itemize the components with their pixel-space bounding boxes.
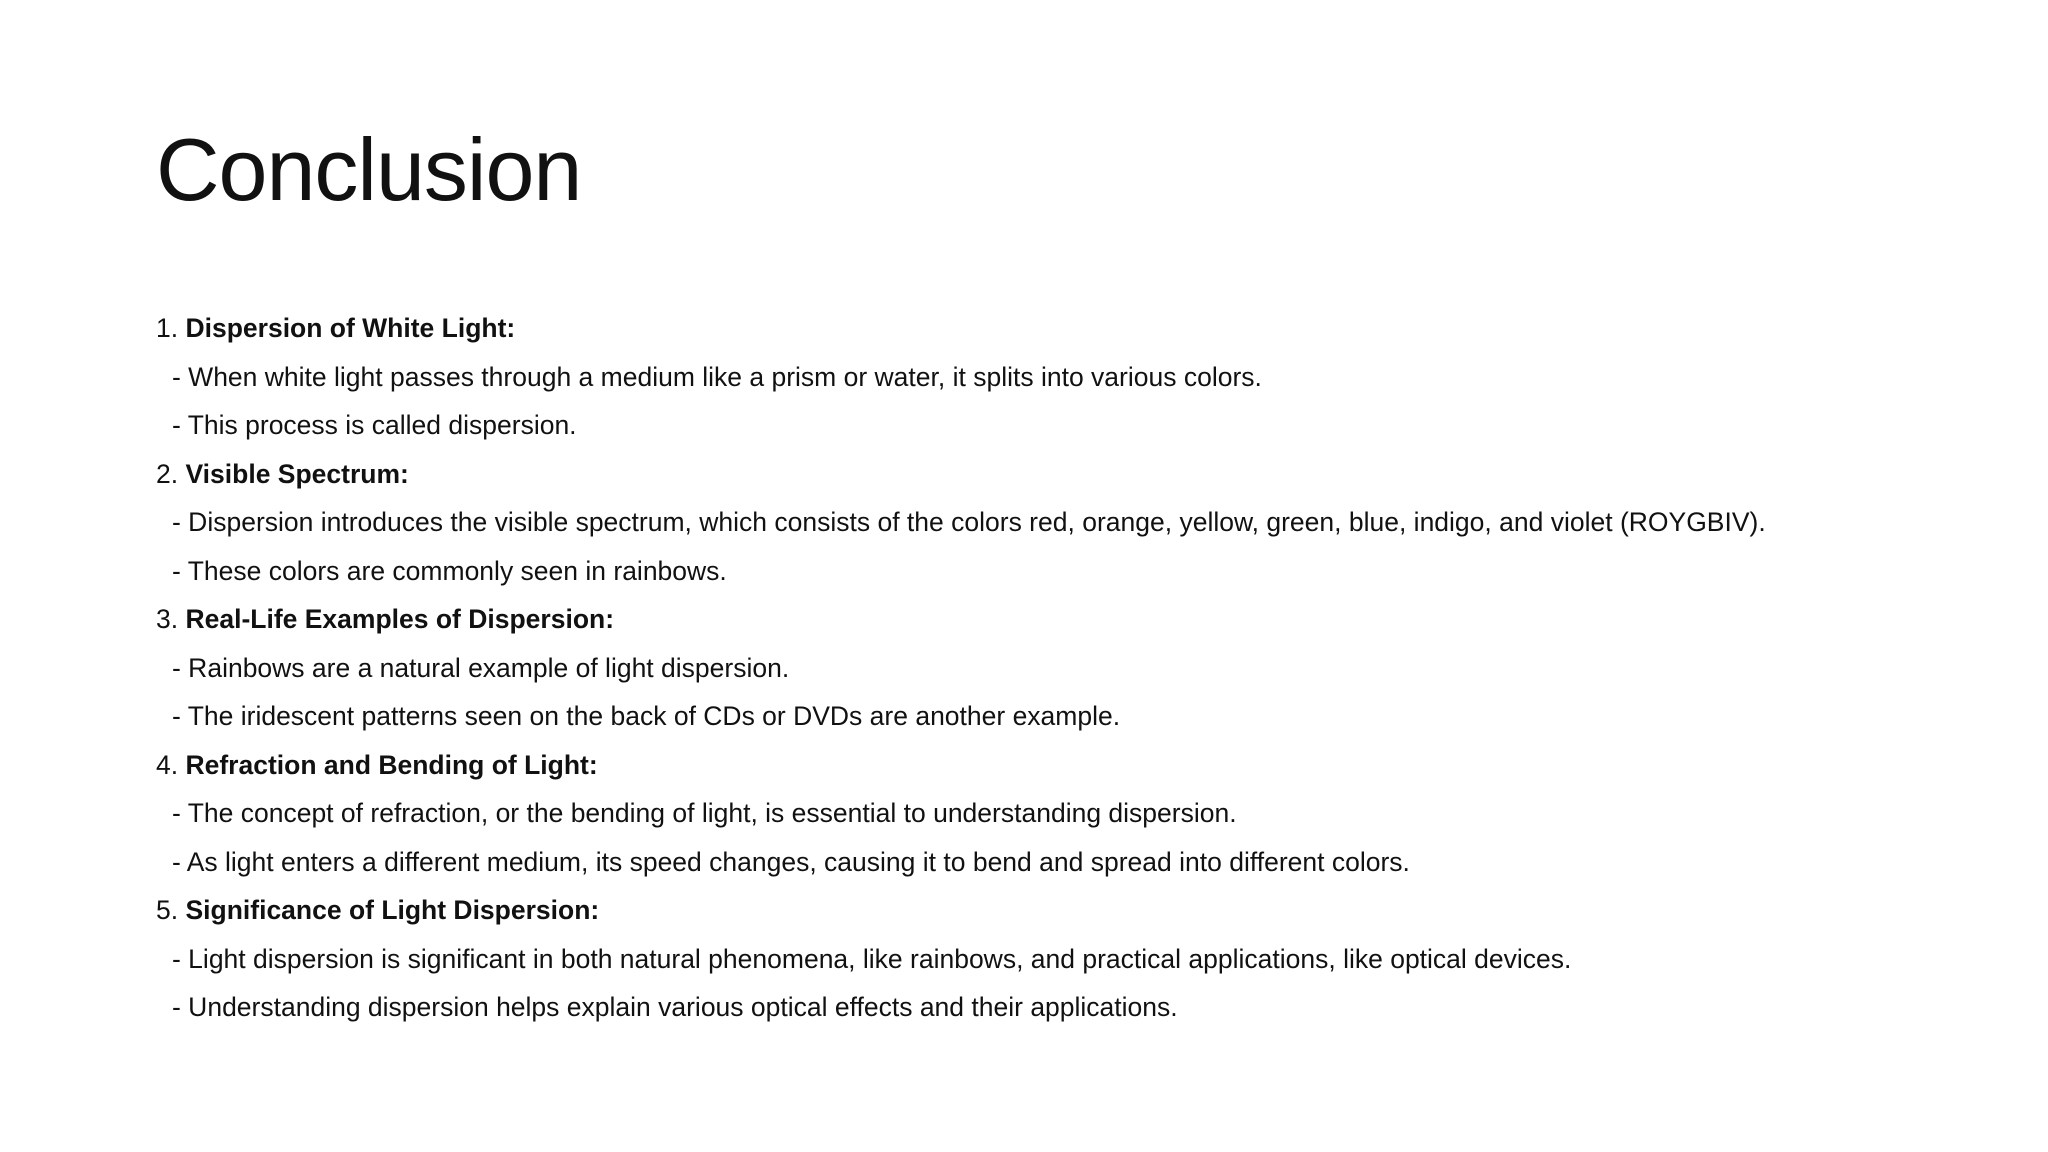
bullet-item: - Rainbows are a natural example of light dispersion. bbox=[172, 652, 790, 683]
bullet-item: - As light enters a different medium, its speed changes, causing it to bend and spread into different colors. bbox=[172, 846, 1410, 877]
section-number: 4. bbox=[156, 749, 179, 780]
bullet-item: - This process is called dispersion. bbox=[172, 410, 577, 440]
section-heading-text: Real-Life Examples of Dispersion: bbox=[185, 604, 615, 634]
section-number: 5. bbox=[156, 895, 179, 925]
section-heading-text: Refraction and Bending of Light: bbox=[185, 749, 598, 780]
bullet-item: - The iridescent patterns seen on the back of CDs or DVDs are another example. bbox=[172, 701, 1121, 731]
section-number: 3. bbox=[156, 604, 179, 634]
slide-title: Conclusion bbox=[156, 120, 582, 219]
section-heading-text: Visible Spectrum: bbox=[185, 458, 409, 489]
section-heading bbox=[156, 454, 1996, 503]
section-heading bbox=[156, 890, 1996, 939]
section-number: 2. bbox=[156, 458, 179, 489]
section-number: 1. bbox=[156, 313, 179, 343]
section-heading-text: Significance of Light Dispersion: bbox=[185, 895, 600, 925]
bullet-item: - Understanding dispersion helps explain various optical effects and their applications. bbox=[172, 992, 1178, 1022]
section-heading bbox=[156, 599, 1996, 648]
bullet-item: - Dispersion introduces the visible spectrum, which consists of the colors red, orange, yellow, green, blue, indigo, and violet (ROYGBIV). bbox=[172, 507, 1766, 537]
section-visible-spectrum bbox=[156, 454, 1996, 600]
conclusion-list bbox=[156, 308, 1996, 1036]
section-heading bbox=[156, 745, 1996, 794]
section-significance bbox=[156, 890, 1996, 1036]
section-refraction-and-bending bbox=[156, 745, 1996, 891]
section-dispersion-of-white-light bbox=[156, 308, 1996, 454]
section-real-life-examples bbox=[156, 599, 1996, 745]
bullet-item: - Light dispersion is significant in both natural phenomena, like rainbows, and practical applications, like optical devices. bbox=[172, 943, 1572, 974]
section-heading bbox=[156, 308, 1996, 357]
bullet-item: - These colors are commonly seen in rainbows. bbox=[172, 555, 727, 586]
bullet-item: - The concept of refraction, or the bending of light, is essential to understanding dispersion. bbox=[172, 798, 1237, 828]
bullet-item: - When white light passes through a medium like a prism or water, it splits into various colors. bbox=[172, 361, 1262, 392]
section-heading-text: Dispersion of White Light: bbox=[185, 313, 516, 343]
